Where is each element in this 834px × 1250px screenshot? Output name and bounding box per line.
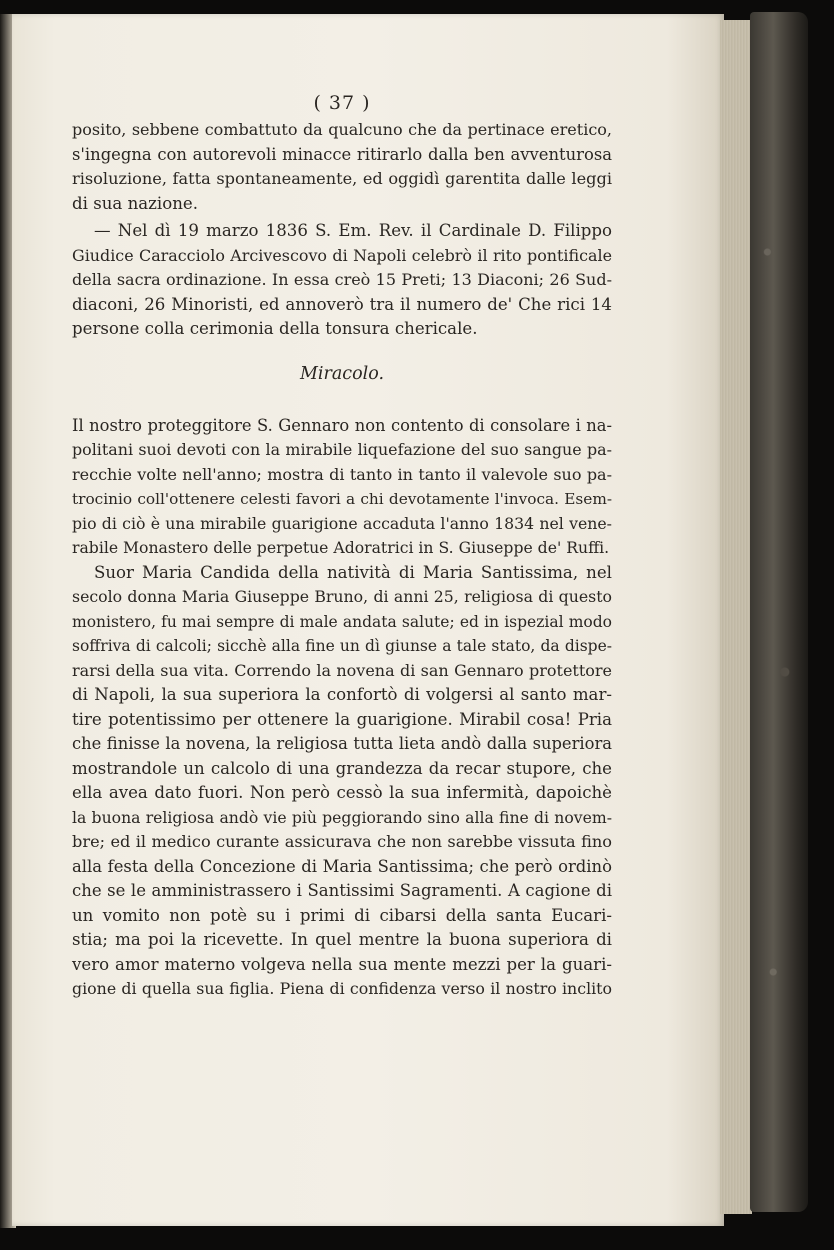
text-line: s'ingegna con autorevoli minacce ritirarlo dalla ben avventurosa: [72, 144, 612, 164]
paragraph-miracle-intro: [72, 414, 612, 561]
text-line: mostrandole un calcolo di una grandezza da recar stupore, che: [72, 758, 612, 778]
section-heading: Miracolo.: [299, 363, 385, 384]
text-line: tire potentissimo per ottenere la guarigione. Mirabil cosa! Pria: [72, 709, 612, 729]
text-line: vero amor materno volgeva nella sua mente mezzi per la guari-: [72, 954, 612, 974]
text-line: recchie volte nell'anno; mostra di tanto in tanto il valevole suo pa-: [72, 464, 612, 484]
paragraph-continuation: [72, 118, 612, 216]
book-cover-edge: [750, 12, 808, 1212]
text-line: Giudice Caracciolo Arcivescovo di Napoli celebrò il rito pontificale: [72, 245, 612, 265]
text-line: stia; ma poi la ricevette. In quel mentre la buona superiora di: [72, 930, 612, 949]
text-line: la buona religiosa andò vie più peggiorando sino alla fine di novem-: [72, 807, 612, 827]
page-stack-edge: [720, 20, 752, 1214]
paragraph-suor-maria-candida: [72, 561, 612, 1002]
text-line: rabile Monastero delle perpetue Adoratrici in S. Giuseppe de' Ruffi.: [72, 538, 610, 557]
text-line: trocinio coll'ottenere celesti favori a chi devotamente l'invoca. Esem-: [72, 490, 612, 508]
text-line: gione di quella sua figlia. Piena di confidenza verso il nostro inclito: [72, 979, 612, 998]
text-line: di Napoli, la sua superiora la confortò di volgersi al santo mar-: [72, 685, 612, 704]
text-line: persone colla cerimonia della tonsura chericale.: [72, 319, 478, 338]
text-line: diaconi, 26 Minoristi, ed annoverò tra il numero de' Che rici 14: [72, 294, 612, 314]
text-line: — Nel dì 19 marzo 1836 S. Em. Rev. il Cardinale D. Filippo: [94, 221, 612, 240]
text-line: soffriva di calcoli; sicchè alla fine un dì giunse a tale stato, da dispe-: [72, 637, 612, 655]
text-line: bre; ed il medico curante assicurava che non sarebbe vissuta fino: [72, 832, 612, 851]
text-line: Suor Maria Candida della natività di Maria Santissima, nel: [94, 562, 612, 582]
text-line: che finisse la novena, la religiosa tutta lieta andò dalla superiora: [72, 734, 612, 753]
text-line: monistero, fu mai sempre di male andata salute; ed in ispezial modo: [72, 612, 612, 631]
text-line: della sacra ordinazione. In essa creò 15 Preti; 13 Diaconi; 26 Sud-: [72, 270, 612, 289]
text-line: posito, sebbene combattuto da qualcuno che da pertinace eretico,: [72, 120, 612, 139]
text-line: ella avea dato fuori. Non però cessò la sua infermità, dapoichè: [72, 783, 612, 802]
text-line: pio di ciò è una mirabile guarigione accaduta l'anno 1834 nel vene-: [72, 513, 612, 533]
text-line: alla festa della Concezione di Maria Santissima; che però ordinò: [72, 856, 612, 876]
text-line: che se le amministrassero i Santissimi Sagramenti. A cagione di: [72, 881, 612, 900]
text-line: rarsi della sua vita. Correndo la novena di san Gennaro protettore: [72, 660, 612, 680]
text-line: un vomito non potè su i primi di cibarsi della santa Eucari-: [72, 905, 612, 925]
text-line: di sua nazione.: [72, 193, 198, 213]
text-line: risoluzione, fatta spontaneamente, ed oggidì garentita dalle leggi: [72, 169, 612, 188]
text-line: Il nostro proteggitore S. Gennaro non contento di consolare i na-: [72, 415, 612, 435]
paragraph-ordination: [72, 219, 612, 342]
text-line: secolo donna Maria Giuseppe Bruno, di anni 25, religiosa di questo: [72, 587, 612, 606]
text-line: politani suoi devoti con la mirabile liquefazione del suo sangue pa-: [72, 440, 612, 459]
page-text: [72, 88, 612, 1002]
page-number: ( 37 ): [313, 92, 371, 114]
